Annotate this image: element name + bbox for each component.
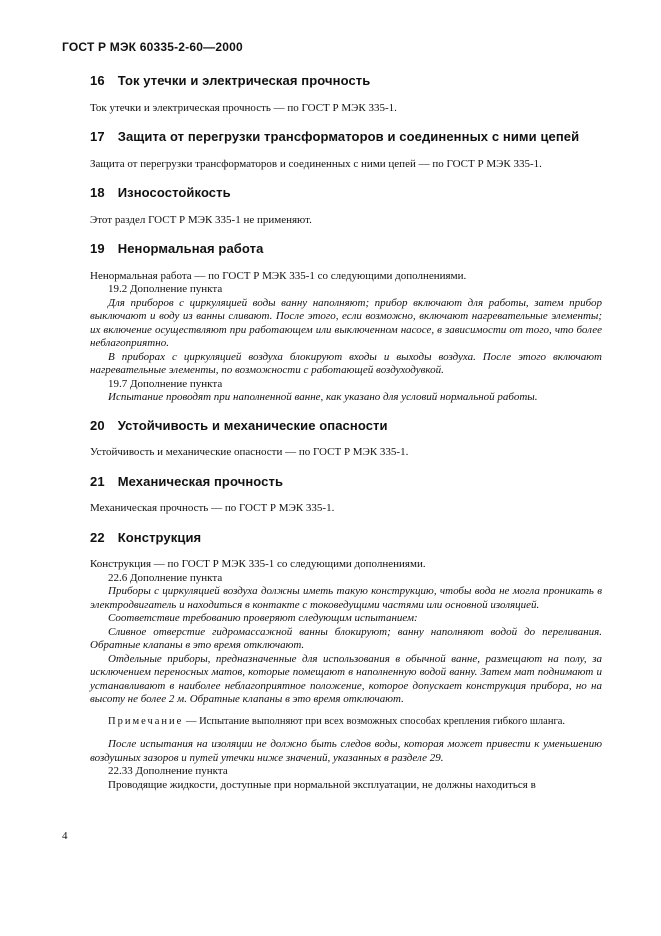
- section-title: Устойчивость и механические опасности: [117, 417, 388, 433]
- section-19-lead: Ненормальная работа — по ГОСТ Р МЭК 335-1 со следующими дополнениями.: [90, 269, 467, 282]
- clause-22-6-text-2: Соответствие требованию проверяют следующим испытанием:: [108, 612, 418, 624]
- section-21-text: Механическая прочность — по ГОСТ Р МЭК 335-1.: [90, 502, 335, 514]
- section-22-heading: [90, 531, 602, 545]
- section-21-heading: [90, 475, 602, 489]
- section-number: 16: [90, 73, 105, 88]
- clause-22-6-text-4: Отдельные приборы, предназначенные для использования в обычной ванне, размещают на полу, за исключением переносных матов, которые помещают в наполненную водой ванну. Затем мат поднимают и устанавливают в наиболее неблагоприятное положение, которое допускает конструкция прибора, но на высоту не более 2 м. Обратные клапаны в это время отключают.: [90, 652, 602, 705]
- section-16-text: Ток утечки и электрическая прочность — по ГОСТ Р МЭК 335-1.: [90, 101, 397, 114]
- section-16-heading: [90, 74, 602, 88]
- clause-19-7: 19.7 Дополнение пункта: [108, 377, 223, 390]
- clause-22-6-text-1: Приборы с циркуляцией воздуха должны иметь такую конструкцию, чтобы вода не могла проникать в электродвигатель и находиться в контакте с токоведущими частями или основной изоляцией.: [90, 585, 602, 611]
- section-number: 17: [90, 129, 105, 144]
- section-17-text: Защита от перегрузки трансформаторов и соединенных с ними цепей — по ГОСТ Р МЭК 335-1.: [90, 157, 542, 170]
- clause-22-33: 22.33 Дополнение пункта: [108, 765, 228, 777]
- section-19-heading: [90, 242, 602, 256]
- clause-22-6: 22.6 Дополнение пункта: [108, 571, 223, 584]
- clause-19-2-text-2: В приборах с циркуляцией воздуха блокируют входы и выходы воздуха. После этого включают нагревательные элементы, по возможности с работающей воздуходувкой.: [90, 350, 602, 376]
- section-number: 20: [90, 417, 105, 433]
- page-content: [90, 66, 602, 792]
- note-label: Примечание: [108, 715, 184, 727]
- section-number: 19: [90, 241, 105, 256]
- section-20-heading: [90, 419, 602, 433]
- section-title: Конструкция: [117, 529, 202, 545]
- section-title: Ненормальная работа: [117, 241, 264, 256]
- section-title: Механическая прочность: [117, 473, 284, 489]
- section-number: 21: [90, 473, 105, 489]
- section-20-text: Устойчивость и механические опасности — по ГОСТ Р МЭК 335-1.: [90, 446, 409, 458]
- section-18-text: Этот раздел ГОСТ Р МЭК 335-1 не применяют.: [90, 213, 312, 226]
- page-number: 4: [62, 830, 68, 842]
- note: [90, 715, 602, 729]
- clause-19-2: 19.2 Дополнение пункта: [108, 283, 223, 295]
- clause-19-2-text-1: Для приборов с циркуляцией воды ванну наполняют; прибор включают для работы, затем прибор выключают и воду из ванны сливают. После этого, если возможно, включают нагревательные элементы; их включение осуществляют при работающем или выключенном насосе, в зависимости от того, что более неблагоприятно.: [90, 296, 602, 349]
- section-17-heading: [90, 130, 602, 144]
- section-title: Защита от перегрузки трансформаторов и соединенных с ними цепей: [117, 129, 580, 144]
- section-number: 22: [90, 529, 105, 545]
- note-text: — Испытание выполняют при всех возможных способах крепления гибкого шланга.: [185, 715, 566, 727]
- section-title: Ток утечки и электрическая прочность: [117, 73, 371, 88]
- clause-19-7-text: Испытание проводят при наполненной ванне, как указано для условий нормальной работы.: [108, 391, 538, 403]
- section-title: Износостойкость: [117, 185, 231, 200]
- clause-22-6-text-5: После испытания на изоляции не должно быть следов воды, которая может привести к уменьшению воздушных зазоров и путей утечки ниже значений, указанных в разделе 29.: [90, 738, 602, 764]
- document-header: ГОСТ Р МЭК 60335-2-60—2000: [62, 40, 243, 54]
- section-22-lead: Конструкция — по ГОСТ Р МЭК 335-1 со следующими дополнениями.: [90, 558, 426, 570]
- clause-22-6-text-3: Сливное отверстие гидромассажной ванны блокируют; ванну наполняют водой до переливания. Обратные клапаны в это время отключают.: [90, 625, 602, 651]
- section-number: 18: [90, 185, 105, 200]
- clause-22-33-text: Проводящие жидкости, доступные при нормальной эксплуатации, не должны находиться в: [108, 778, 536, 791]
- section-18-heading: [90, 186, 602, 200]
